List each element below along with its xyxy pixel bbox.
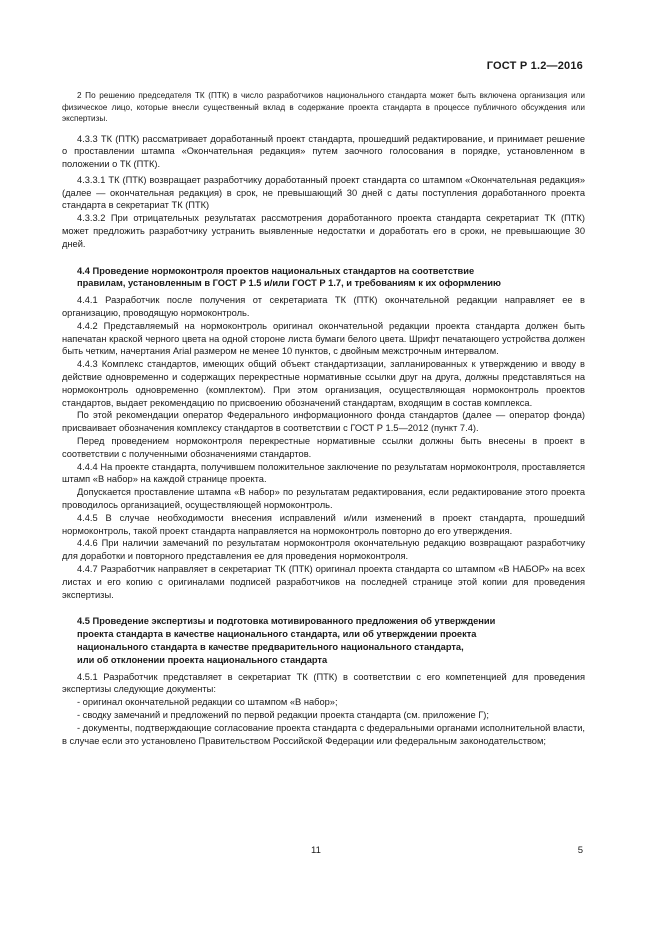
- paragraph-4-4-4-b: Допускается проставление штампа «В набор» по результатам редактирования, если редактирование этого проекта проводилось организацией, осуществляющей нормоконтроль.: [62, 487, 585, 511]
- paragraph-4-4-3-c: Перед проведением нормоконтроля перекрестные нормативные ссылки должны быть внесены в проект в соответствии с полученными обозначениями стандартов.: [62, 436, 585, 459]
- paragraph-4-4-3: 4.4.3 Комплекс стандартов, имеющих общий объект стандартизации, запланированных к утверждению и вводу в действие одновременно и содержащих перекрестные нормативные ссылки друг на друга, должны представляться на нормоконтроль одновременно (комплектом). При этом организация, осуществляющая нормоконтроль проектов стандартов, выдает рекомендацию по присвоению обозначений стандартам, входящим в состав комплекса.: [62, 359, 585, 408]
- section-heading-4-5-line3: национального стандарта в качестве предварительного национального стандарта,: [77, 641, 464, 652]
- list-item: - оригинал окончательной редакции со штампом «В набор»;: [77, 697, 338, 708]
- page-number-center: 11: [311, 845, 321, 856]
- section-heading-4-4-line1: 4.4 Проведение нормоконтроля проектов национальных стандартов на соответствие: [77, 265, 475, 276]
- section-heading-4-5: [62, 615, 585, 666]
- paragraph-4-3-3: 4.3.3 ТК (ПТК) рассматривает доработанный проект стандарта, прошедший редактирование, и принимает решение о проставлении штампа «Окончательная редакция» путем заочного голосования в порядке, установленном в положении о ТК (ПТК).: [62, 133, 585, 170]
- document-body: [62, 90, 585, 747]
- paragraph-4-3-3-2: 4.3.3.2 При отрицательных результатах рассмотрения доработанного проекта стандарта секретариат ТК (ПТК) может предложить разработчику устранить выявленные недостатки и доработать его в сроки, не превышающие 30 дней.: [62, 213, 585, 249]
- section-heading-4-5-line2: проекта стандарта в качестве национального стандарта, или об утверждении проекта: [77, 629, 477, 640]
- list-item: - документы, подтверждающие согласование проекта стандарта с федеральными органами исполнительной власти, в случае если это установлено Правительством Российской Федерации или федеральным законодательством;: [62, 722, 585, 746]
- paragraph-4-4-1: 4.4.1 Разработчик после получения от секретариата ТК (ПТК) окончательной редакции направляет ее в организацию, проводящую нормоконтроль.: [62, 295, 585, 319]
- footnote-2: 2 По решению председателя ТК (ПТК) в число разработчиков национального стандарта может быть включена организация или физическое лицо, которые внесли существенный вклад в содержание проекта стандарта в процессе публичного обсуждения или экспертизы.: [62, 91, 585, 123]
- paragraph-4-4-4: 4.4.4 На проекте стандарта, получившем положительное заключение по результатам нормоконтроля, проставляется штамп «В набор» на каждой странице проекта.: [62, 461, 585, 485]
- section-heading-4-5-line1: 4.5 Проведение экспертизы и подготовка мотивированного предложения об утверждении: [77, 616, 496, 627]
- list-item: - сводку замечаний и предложений по первой редакции проекта стандарта (см. приложение Г);: [77, 709, 489, 720]
- paragraph-4-4-6: 4.4.6 При наличии замечаний по результатам нормоконтроля окончательную редакцию возвращают разработчику для доработки и повторного представления ее для проведения нормоконтроля.: [62, 538, 585, 562]
- paragraph-4-4-7: 4.4.7 Разработчик направляет в секретариат ТК (ПТК) оригинал проекта стандарта со штампом «В НАБОР» на всех листах и его копию с оригиналами подписей разработчиков на последней странице этой копии для проведения экспертизы.: [62, 564, 585, 600]
- document-designation: ГОСТ Р 1.2—2016: [486, 60, 583, 72]
- page-number-right: 5: [577, 845, 583, 856]
- paragraph-4-3-3-1: 4.3.3.1 ТК (ПТК) возвращает разработчику доработанный проект стандарта со штампом «Окончательная редакция» (далее — окончательная редакция) в срок, не превышающий 30 дней с даты поступления доработанного проекта стандарта в секретариат ТК (ПТК): [62, 174, 585, 211]
- section-heading-4-5-line4: или об отклонении проекта национального стандарта: [77, 654, 328, 665]
- paragraph-4-5-1: 4.5.1 Разработчик представляет в секретариат ТК (ПТК) в соответствии с его компетенцией для проведения экспертизы следующие документы:: [62, 671, 585, 695]
- paragraph-4-4-2: 4.4.2 Представляемый на нормоконтроль оригинал окончательной редакции проекта стандарта должен быть напечатан краской черного цвета на одной стороне листа бумаги белого цвета. Шрифт печатающего устройства должен быть четким, начертания Arial размером не менее 10 пунктов, с двойным межстрочным интервалом.: [62, 320, 585, 357]
- section-heading-4-4: [62, 265, 585, 291]
- section-heading-4-4-line2: правилам, установленным в ГОСТ Р 1.5 и/или ГОСТ Р 1.7, и требованиям к их оформлению: [77, 278, 501, 289]
- paragraph-4-4-5: 4.4.5 В случае необходимости внесения исправлений и/или изменений в проект стандарта, прошедший нормоконтроль, такой проект стандарта направляется на нормоконтроль повторно до его утверждения.: [62, 512, 585, 536]
- paragraph-4-4-3-b: По этой рекомендации оператор Федерального информационного фонда стандартов (далее — оператор фонда) присваивает обозначения комплексу стандартов в соответствии с ГОСТ Р 1.5—2012 (пункт 7.4).: [62, 410, 585, 434]
